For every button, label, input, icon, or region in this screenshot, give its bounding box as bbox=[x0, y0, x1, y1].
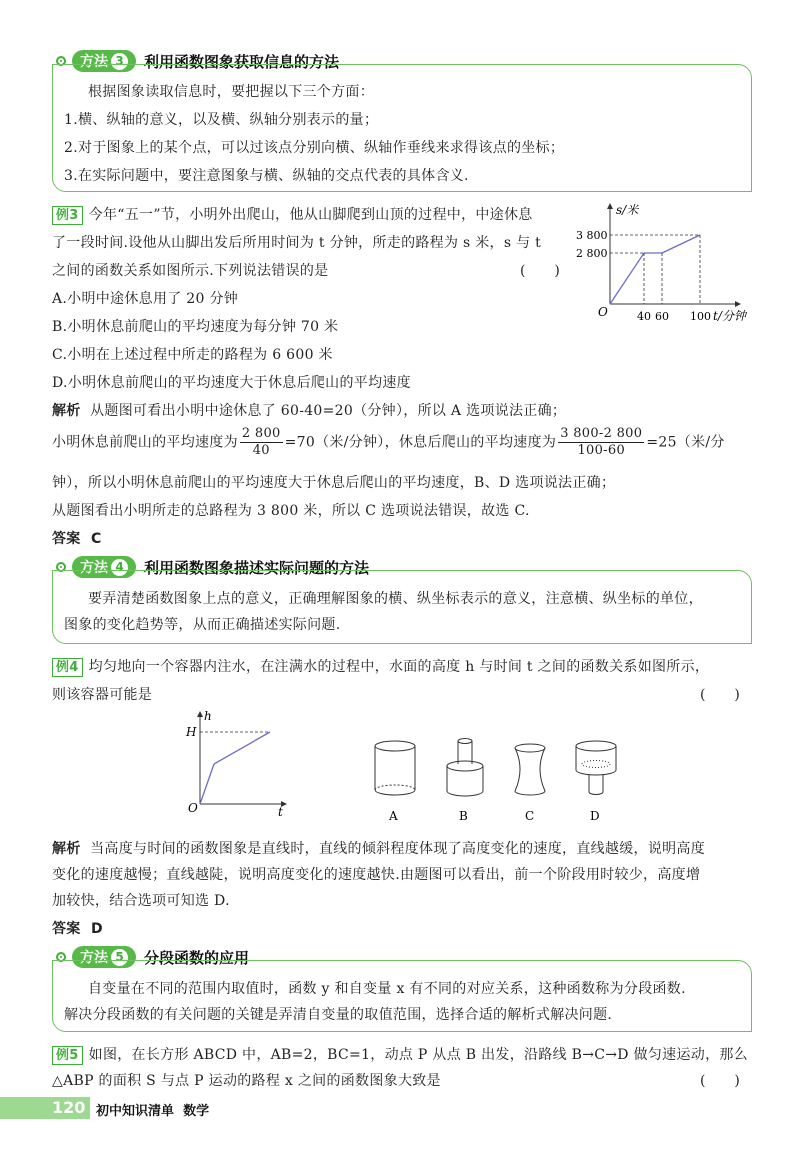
answer-blank: ( ) bbox=[700, 1073, 741, 1089]
solution-3-line-4: 从题图看出小明所走的总路程为 3 800 米，所以 C 选项说法错误，故选 C. bbox=[52, 503, 530, 519]
solution-label: 解析 bbox=[52, 403, 81, 419]
option-c: C.小明在上述过程中所走的路程为 6 600 米 bbox=[52, 347, 333, 363]
example-tag: 例5 bbox=[52, 1046, 83, 1065]
x-tick-60: 60 bbox=[655, 310, 669, 323]
container-d bbox=[576, 741, 616, 795]
segment-climb-1 bbox=[610, 253, 644, 304]
method-title: 分段函数的应用 bbox=[144, 948, 250, 967]
distance-time-graph bbox=[576, 196, 760, 326]
method-badge: 方法 4 bbox=[72, 556, 136, 578]
origin-label: O bbox=[598, 305, 608, 319]
solution-3-line-1: 解析 从题图可看出小明中途休息了 60-40=20（分钟），所以 A 选项说法正确； bbox=[52, 403, 567, 419]
label-b: B bbox=[459, 809, 468, 823]
method-3-intro: 根据图象读取信息时，要把握以下三个方面： bbox=[88, 84, 374, 100]
segment-fast bbox=[200, 764, 214, 804]
example-tag: 例4 bbox=[52, 658, 83, 677]
label-c: C bbox=[525, 809, 535, 823]
example-5-line-2: △ABP 的面积 S 与点 P 运动的路程 x 之间的函数图象大致是 bbox=[52, 1073, 441, 1089]
x-tick-40: 40 bbox=[637, 310, 651, 323]
label-a: A bbox=[389, 809, 398, 823]
example-4-line-1: 例4 均匀地向一个容器内注水，在注满水的过程中，水面的高度 h 与时间 t 之间的函数关系如图所示， bbox=[52, 656, 709, 677]
fraction-1: $\frac{2 800}{40}$ bbox=[241, 426, 281, 458]
answer-blank: ( ) bbox=[700, 687, 741, 703]
method-3-point-1: 1.横、纵轴的意义，以及横、纵轴分别表示的量； bbox=[64, 112, 379, 128]
method-4-line-1: 要弄清楚函数图象上点的意义，正确理解图象的横、纵坐标表示的意义，注意横、纵坐标的单位， bbox=[88, 591, 703, 607]
container-options bbox=[362, 734, 622, 828]
solution-4-line-2: 变化的速度越慢；直线越陡，说明高度变化的速度越快.由题图可以看出，前一个阶段用时较少，高度增 bbox=[52, 867, 701, 883]
method-badge: 方法 3 bbox=[72, 50, 136, 72]
y-tick-2800: 2 800 bbox=[576, 247, 608, 260]
option-d: D.小明休息前爬山的平均速度大于休息后爬山的平均速度 bbox=[52, 375, 411, 391]
y-axis-label: s/米 bbox=[616, 203, 639, 217]
x-axis-label: t/分钟 bbox=[713, 309, 746, 323]
example-3-line-1: 例3 今年“五一”节，小明外出爬山，他从山脚爬到山顶的过程中，中途休息 bbox=[52, 204, 533, 225]
page-number: 120 bbox=[52, 1098, 86, 1117]
segment-slow bbox=[214, 732, 270, 764]
solution-4-line-1: 解析 当高度与时间的函数图象是直线时，直线的倾斜程度体现了高度变化的速度，直线越缓，说明高度 bbox=[52, 841, 706, 857]
label-d: D bbox=[590, 809, 600, 823]
example-5-line-1: 例5 如图，在长方形 ABCD 中，AB=2，BC=1，动点 P 从点 B 出发，沿路线 B→C→D 做匀速运动，那么 bbox=[52, 1044, 748, 1065]
example-tag: 例3 bbox=[52, 206, 83, 225]
origin-label: O bbox=[188, 801, 198, 815]
example-3-line-2: 了一段时间.设他从山脚出发后所用时间为 t 分钟，所走的路程为 s 米，s 与 t bbox=[52, 235, 542, 251]
method-badge: 方法 5 bbox=[72, 946, 136, 968]
answer-blank: ( ) bbox=[520, 263, 561, 279]
method-5-line-2: 解决分段函数的有关问题的关键是弄清自变量的取值范围，选择合适的解析式解决问题. bbox=[64, 1007, 613, 1023]
container-b bbox=[447, 739, 483, 797]
method-3-point-2: 2.对于图象上的某个点，可以过该点分别向横、纵轴作垂线来求得该点的坐标； bbox=[64, 140, 565, 156]
option-a: A.小明中途休息用了 20 分钟 bbox=[52, 291, 239, 307]
y-axis-label: h bbox=[204, 709, 212, 723]
method-title: 利用函数图象描述实际问题的方法 bbox=[144, 558, 370, 577]
method-5-line-1: 自变量在不同的范围内取值时，函数 y 和自变量 x 有不同的对应关系，这种函数称为分段函数. bbox=[88, 981, 686, 997]
container-a bbox=[375, 741, 415, 795]
answer-4: 答案 D bbox=[52, 921, 103, 937]
x-tick-100: 100 bbox=[690, 310, 711, 323]
solution-3-line-3: 钟），所以小明休息前爬山的平均速度大于休息后爬山的平均速度，B、D 选项说法正确； bbox=[52, 475, 616, 491]
method-3-point-3: 3.在实际问题中，要注意图象与横、纵轴的交点代表的具体含义. bbox=[64, 168, 469, 184]
y-tick-H: H bbox=[186, 725, 197, 739]
x-axis-label: t bbox=[278, 805, 283, 819]
example-4-line-2: 则该容器可能是 bbox=[52, 687, 153, 703]
option-b: B.小明休息前爬山的平均速度为每分钟 70 米 bbox=[52, 319, 339, 335]
fraction-2: $\frac{3 800-2 800}{100-60}$ bbox=[560, 426, 643, 458]
method-title: 利用函数图象获取信息的方法 bbox=[144, 52, 340, 71]
solution-3-line-2: 小明休息前爬山的平均速度为 $\frac{2 800}{40}$ =70（米/分钟），休息后爬山的平均速度为 $\frac{3 800-2 800}{100-60}$ =25（米/分 bbox=[52, 426, 725, 458]
height-time-graph bbox=[178, 708, 298, 820]
solution-4-line-3: 加较快，结合选项可知选 D. bbox=[52, 893, 230, 909]
answer-3: 答案 C bbox=[52, 531, 102, 547]
example-3-line-3: 之间的函数关系如图所示.下列说法错误的是 bbox=[52, 263, 329, 279]
footer-title: 初中知识清单 数学 bbox=[96, 1104, 210, 1119]
y-tick-3800: 3 800 bbox=[576, 229, 608, 242]
segment-climb-2 bbox=[662, 235, 700, 253]
method-4-line-2: 图象的变化趋势等，从而正确描述实际问题. bbox=[64, 617, 341, 633]
solution-label: 解析 bbox=[52, 841, 81, 857]
container-c bbox=[515, 744, 545, 795]
